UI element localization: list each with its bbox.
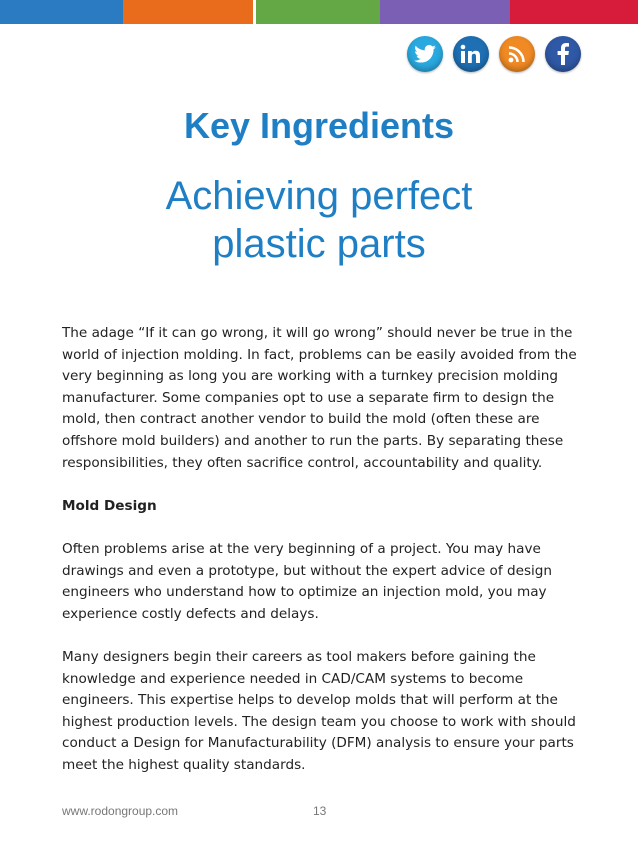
subtitle-line-2: plastic parts: [212, 222, 426, 266]
section-heading-mold-design: Mold Design: [62, 497, 157, 514]
twitter-icon[interactable]: [407, 36, 443, 72]
linkedin-icon[interactable]: [453, 36, 489, 72]
page-title: Key Ingredients: [183, 105, 455, 146]
strip-segment-red: [510, 0, 638, 24]
header-color-strip: [0, 0, 638, 24]
strip-segment-blue: [0, 0, 123, 24]
rss-icon[interactable]: [499, 36, 535, 72]
page-number: 13: [313, 804, 327, 818]
strip-segment-orange: [123, 0, 253, 24]
body-paragraph-1: Often problems arise at the very beginning of a project. You may have drawings and even a prototype, but without the expert advice of design engineers who understand how to optimize an injection mold, you may experience costly defects and delays.: [62, 540, 553, 622]
page-subtitle: [0, 172, 638, 268]
subtitle-line-1: Achieving perfect: [165, 174, 473, 218]
social-icons: [407, 36, 581, 72]
body-text: [62, 323, 582, 798]
footer-url[interactable]: www.rodongroup.com: [62, 804, 179, 818]
strip-segment-purple: [380, 0, 510, 24]
intro-paragraph: The adage “If it can go wrong, it will go wrong” should never be true in the world of injection molding. In fact, problems can be easily avoided from the very beginning as long you are working with a turnkey precision molding manufacturer. Some companies opt to use a separate firm to design the mold, then contract another vendor to build the mold (often these are offshore mold builders) and another to run the parts. By separating these responsibilities, they often sacrifice control, accountability and quality.: [62, 325, 577, 471]
body-paragraph-2: Many designers begin their careers as tool makers before gaining the knowledge and experience needed in CAD/CAM systems to become engineers. This expertise helps to develop molds that will perform at the highest production levels. The design team you choose to work with should conduct a Design for Manufacturability (DFM) analysis to ensure your parts meet the highest quality standards.: [62, 648, 576, 773]
strip-segment-green: [256, 0, 380, 24]
facebook-icon[interactable]: [545, 36, 581, 72]
